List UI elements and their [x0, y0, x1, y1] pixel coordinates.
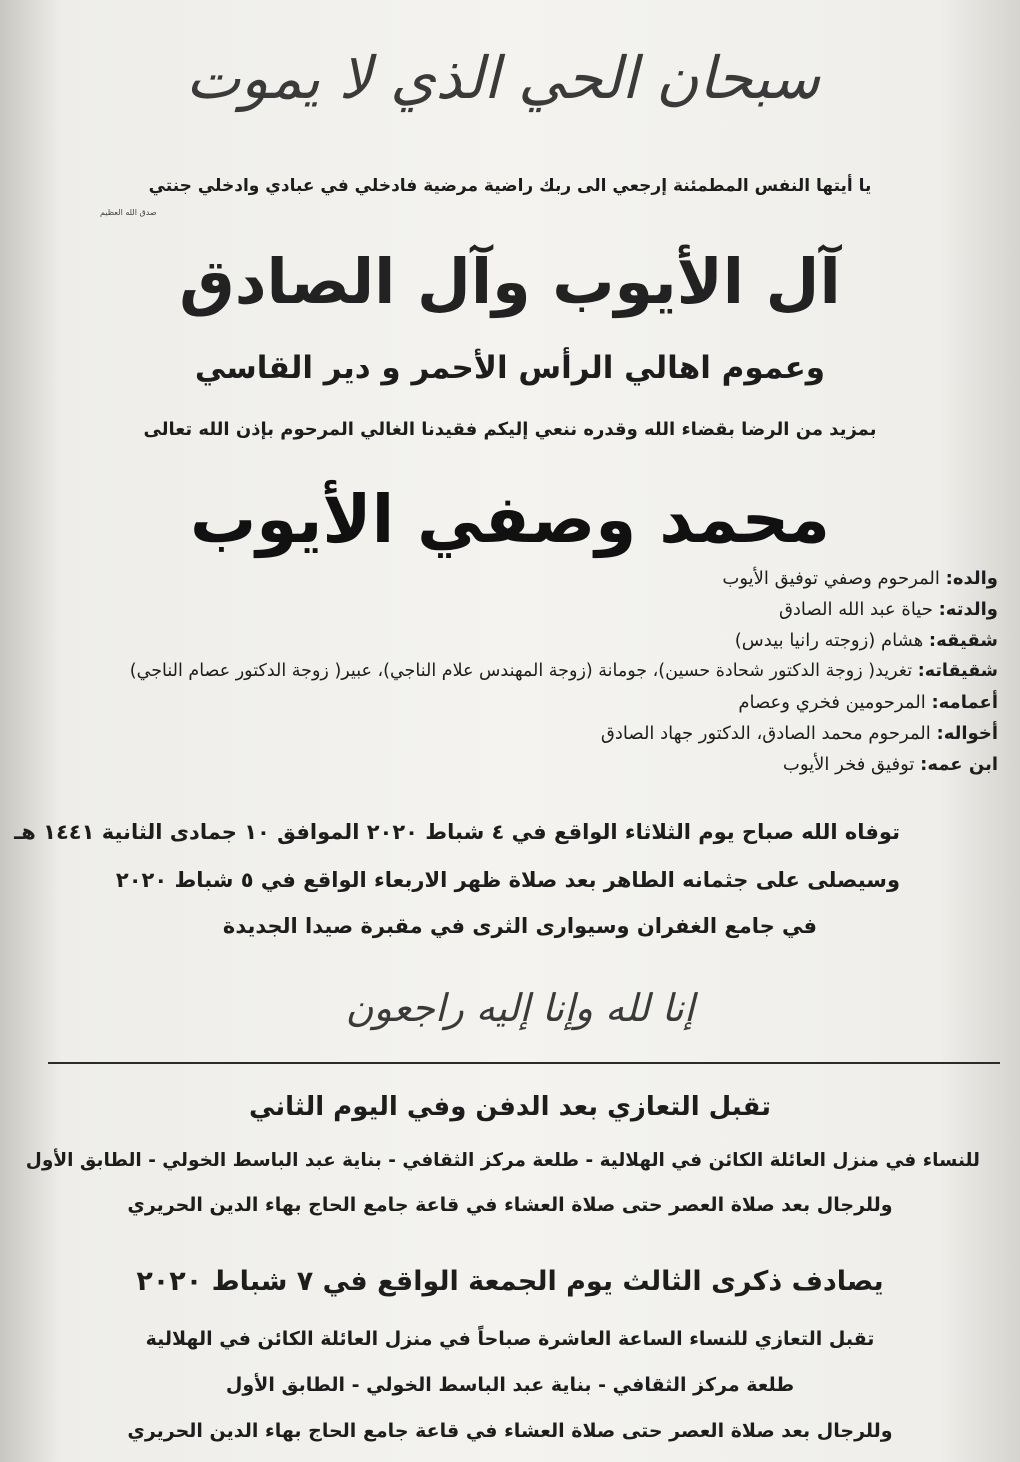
relatives-list	[18, 563, 998, 780]
families-main: آل الأيوب وآل الصادق	[179, 245, 841, 318]
families-sub: وعموم اهالي الرأس الأحمر و دير القاسي	[194, 350, 826, 386]
relative-value: المرحوم محمد الصادق، الدكتور جهاد الصادق	[600, 723, 931, 744]
relative-value: تغريد( زوجة الدكتور شحادة حسين)، جومانة (زوجة المهندس علام الناجي)، عبير( زوجة الدكتور عصام الناجي)	[129, 661, 913, 681]
death-detail-line: وسيصلى على جثمانه الطاهر بعد صلاة ظهر الاربعاء الواقع في ٥ شباط ٢٠٢٠	[115, 868, 900, 892]
relative-label: شقيقاته:	[917, 661, 998, 681]
relative-value: المرحوم وصفي توفيق الأيوب	[722, 568, 940, 589]
relative-uncles	[18, 687, 998, 718]
relative-sisters	[18, 656, 998, 687]
relative-maternal-uncles	[18, 718, 998, 749]
header-calligraphy: سبحان الحي الذي لا يموت	[185, 44, 820, 112]
relative-mother	[18, 594, 998, 625]
deceased-name: محمد وصفي الأيوب	[189, 481, 831, 558]
condolences-title: تقبل التعازي بعد الدفن وفي اليوم الثاني	[249, 1092, 771, 1122]
death-detail-line: في جامع الغفران وسيوارى الثرى في مقبرة صيدا الجديدة	[222, 914, 818, 938]
third-day-line: طلعة مركز الثقافي - بناية عبد الباسط الخولي - الطابق الأول	[225, 1374, 795, 1396]
third-day-line: وللرجال بعد صلاة العصر حتى صلاة العشاء في قاعة جامع الحاج بهاء الدين الحريري	[127, 1420, 893, 1442]
divider	[48, 1062, 1000, 1064]
quran-verse: يا أيتها النفس المطمئنة إرجعي الى ربك راضية مرضية فادخلي في عبادي وادخلي جنتي	[148, 176, 872, 196]
third-day-line: تقبل التعازي للنساء الساعة العاشرة صباحاً في منزل العائلة الكائن في الهلالية	[145, 1328, 875, 1350]
relative-label: والدته:	[938, 599, 998, 620]
relative-label: أخواله:	[936, 723, 998, 744]
relative-label: أعمامه:	[931, 692, 998, 713]
closing-calligraphy: إنا لله وإنا إليه راجعون	[345, 986, 695, 1030]
relative-brother	[18, 625, 998, 656]
condolences-line: للنساء في منزل العائلة الكائن في الهلالية - طلعة مركز الثقافي - بناية عبد الباسط الخولي - الطابق الأول	[25, 1150, 980, 1171]
relative-value: هشام (زوجته رانيا بيدس)	[734, 630, 924, 651]
condolences-line: وللرجال بعد صلاة العصر حتى صلاة العشاء في قاعة جامع الحاج بهاء الدين الحريري	[127, 1194, 893, 1216]
relative-cousin	[18, 749, 998, 780]
third-day-title: يصادف ذكرى الثالث يوم الجمعة الواقع في ٧ شباط ٢٠٢٠	[136, 1266, 884, 1297]
announcement-text: بمزيد من الرضا بقضاء الله وقدره ننعي إليكم فقيدنا الغالي المرحوم بإذن الله تعالى	[143, 419, 877, 440]
relative-father	[18, 563, 998, 594]
relative-label: والده:	[945, 568, 998, 589]
relative-label: ابن عمه:	[920, 754, 998, 775]
relative-value: توفيق فخر الأيوب	[782, 754, 915, 775]
relative-value: المرحومين فخري وعصام	[738, 692, 926, 713]
relative-label: شقيقه:	[928, 630, 998, 651]
relative-value: حياة عبد الله الصادق	[778, 599, 933, 620]
death-detail-line: توفاه الله صباح يوم الثلاثاء الواقع في ٤ شباط ٢٠٢٠ الموافق ١٠ جمادى الثانية ١٤٤١ هـ	[14, 820, 900, 844]
verse-note: صدق الله العظيم	[100, 208, 157, 217]
